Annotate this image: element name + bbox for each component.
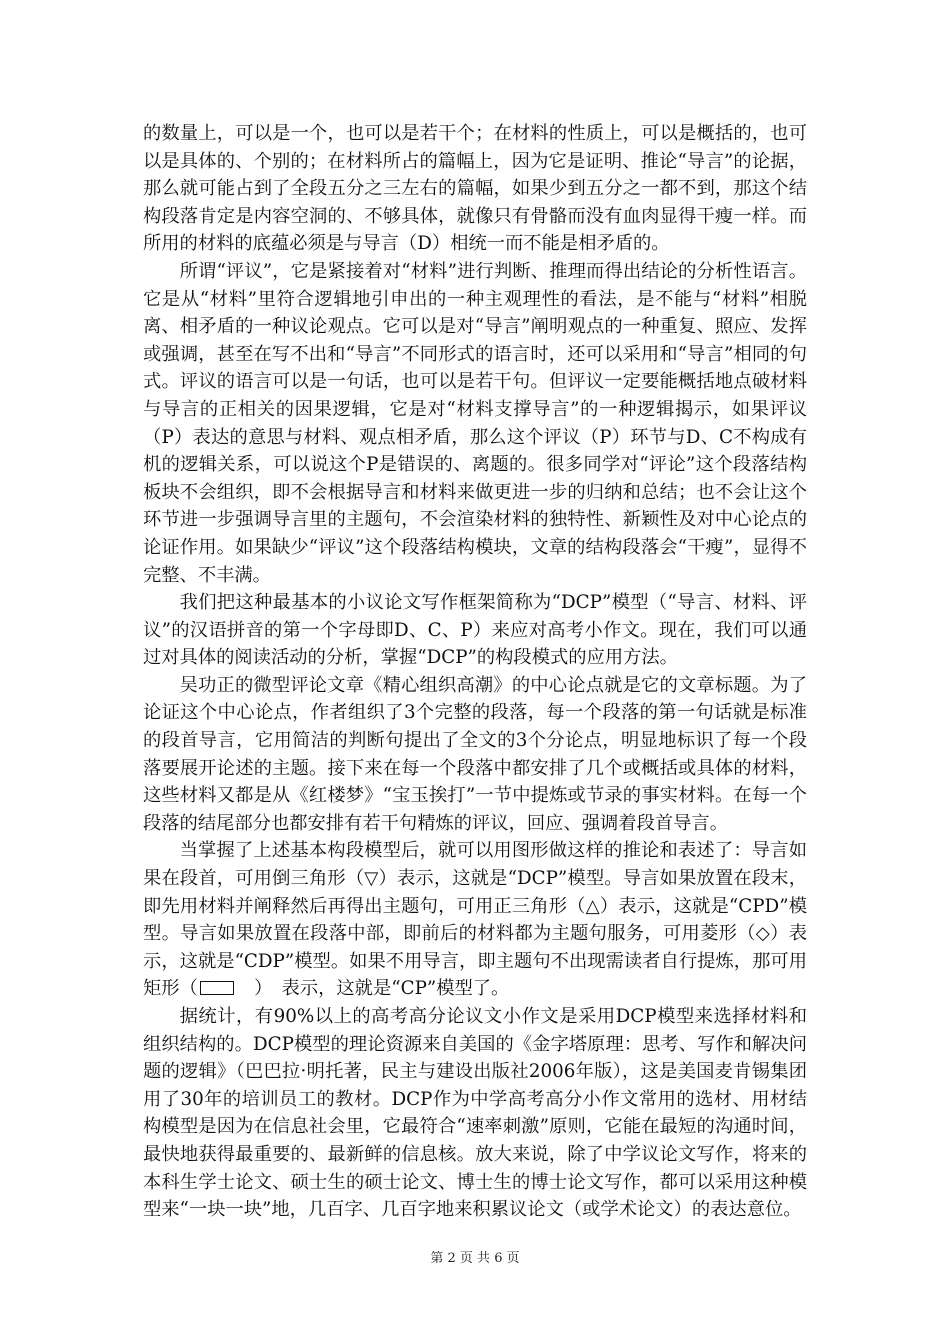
paragraph-example-analysis: 吴功正的微型评论文章《精心组织高潮》的中心论点就是它的文章标题。为了论证这个中心论点，作者组织了3个完整的段落，每一个段落的第一句话就是标准的段首导言，它用简洁的判断句提出了全文的3个分论点，明显地标识了每一个段落要展开论述的主题。接下来在每一个段落中都安排了几个或概括或具体的材料，这些材料又都是从《红楼梦》“宝玉挨打”一节中提炼或节录的事实材料。在每一个段落的结尾部分也都安排有若干句精炼的评议，回应、强调着段首导言。: [143, 674, 807, 834]
rectangle-shape-icon: [200, 981, 234, 995]
shape-models-text: 当掌握了上述基本构段模型后，就可以用图形做这样的推论和表述了：导言如果在段首，可用倒三角形（▽）表示，这就是“DCP”模型。导言如果放置在段末，即先用材料并阐释然后再得出主题句，可用正三角形（△）表示，这就是“CPD”模型。导言如果放置在段落中部，即前后的材料都为主题句服务，可用菱形（◇）表示，这就是“CDP”模型。如果不用导言，即主题句不出现需读者自行提炼，那可用矩形（: [143, 840, 807, 1000]
shape-models-text-end: ） 表示，这就是“CP”模型了。: [235, 978, 510, 1000]
paragraph-commentary-definition: 所谓“评议”，它是紧接着对“材料”进行判断、推理而得出结论的分析性语言。它是从“材料”里符合逻辑地引申出的一种主观理性的看法，是不能与“材料”相脱离、相矛盾的一种议论观点。它可以是对“导言”阐明观点的一种重复、照应、发挥或强调，甚至在写不出和“导言”不同形式的语言时，还可以采用和“导言”相同的句式。评议的语言可以是一句话，也可以是若干句。但评议一定要能概括地点破材料与导言的正相关的因果逻辑，它是对“材料支撑导言”的一种逻辑揭示，如果评议（P）表达的意思与材料、观点相矛盾，那么这个评议（P）环节与D、C不构成有机的逻辑关系，可以说这个P是错误的、离题的。很多同学对“评论”这个段落结构板块不会组织，即不会根据导言和材料来做更进一步的归纳和总结；也不会让这个环节进一步强调导言里的主题句，不会渲染材料的独特性、新颖性及对中心论点的论证作用。如果缺少“评议”这个段落结构模块，文章的结构段落会“干瘦”，显得不完整、不丰满。: [143, 260, 807, 586]
paragraph-shape-models: [143, 837, 807, 1003]
paragraph-material-continued: 的数量上，可以是一个，也可以是若干个；在材料的性质上，可以是概括的，也可以是具体的、个别的；在材料所占的篇幅上，因为它是证明、推论“导言”的论据，那么就可能占到了全段五分之三左右的篇幅，如果少到五分之一都不到，那这个结构段落肯定是内容空洞的、不够具体，就像只有骨骼而没有血肉显得干瘦一样。而所用的材料的底蕴必须是与导言（D）相统一而不能是相矛盾的。: [143, 123, 807, 255]
paragraph-statistics: 据统计，有90%以上的高考高分论议文小作文是采用DCP模型来选择材料和组织结构的。DCP模型的理论资源来自美国的《金字塔原理：思考、写作和解决问题的逻辑》（巴巴拉·明托著，民主与建设出版社2006年版），这是美国麦肯锡集团用了30年的培训员工的教材。DCP作为中学高考高分小作文常用的选材、用材结构模型是因为在信息社会里，它最符合“速率刺激”原则，它能在最短的沟通时间，最快地获得最重要的、最新鲜的信息核。放大来说，除了中学议论文写作，将来的本科生学士论文、硕士生的硕士论文、博士生的博士论文写作，都可以采用这种模型来“一块一块”地，几百字、几百字地来积累议论文（或学术论文）的表达意位。: [143, 1006, 807, 1221]
page-footer: 第 2 页 共 6 页: [430, 1251, 520, 1266]
paragraph-dcp-model: 我们把这种最基本的小议论文写作框架简称为“DCP”模型（“导言、材料、评议”的汉语拼音的第一个字母即D、C、P）来应对高考小作文。现在，我们可以通过对具体的阅读活动的分析，掌握“DCP”的构段模式的应用方法。: [143, 592, 807, 669]
document-body: [143, 120, 807, 1224]
